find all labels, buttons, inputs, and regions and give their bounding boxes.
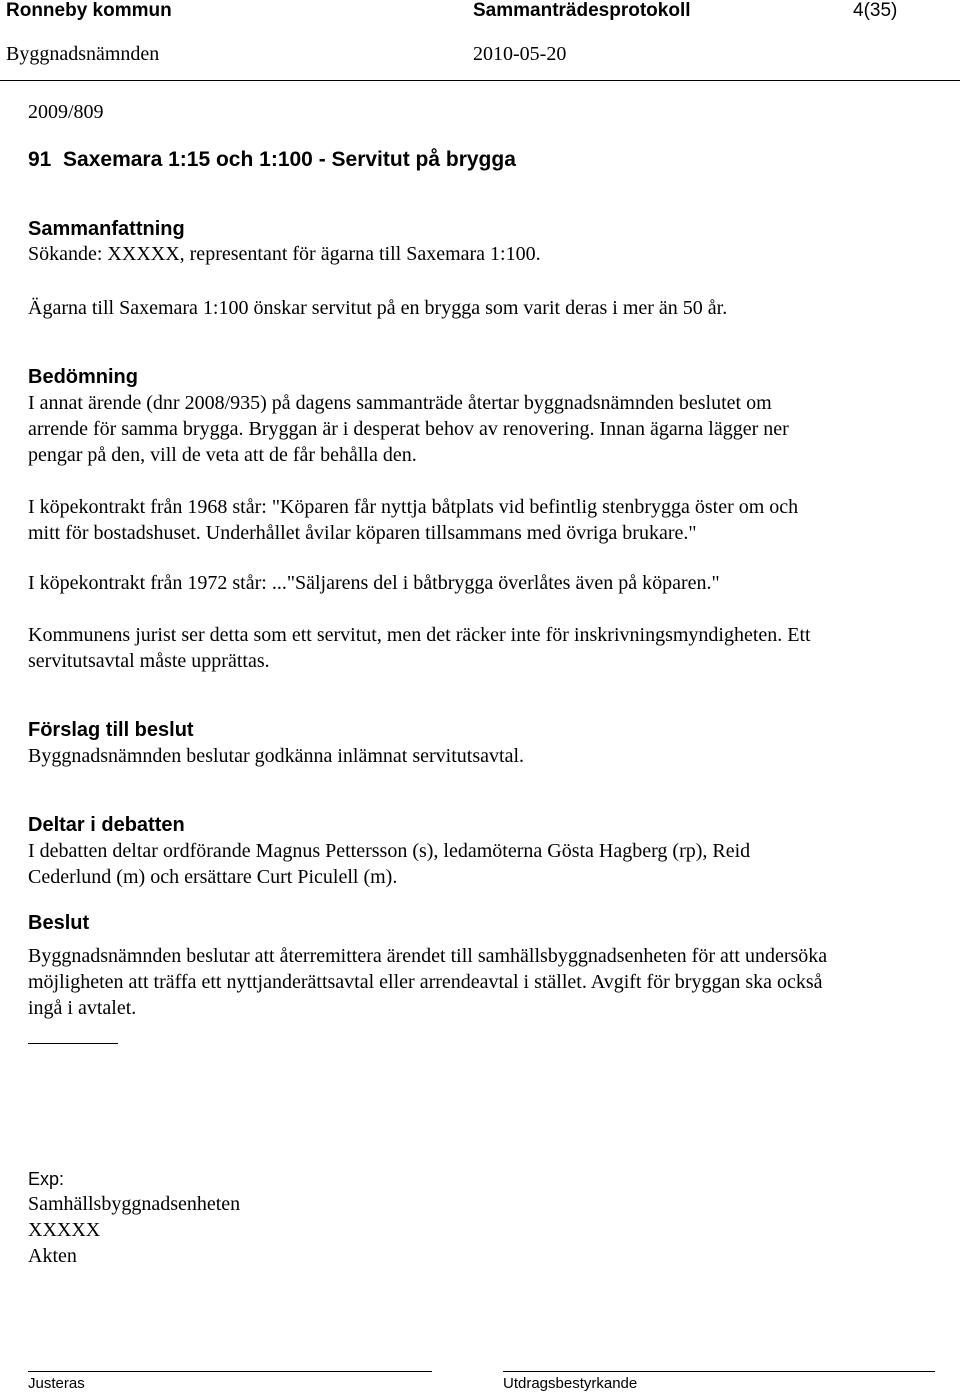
assessment-p2-line-2: mitt för bostadshuset. Underhållet åvilar köparen tillsammans med övriga brukare." xyxy=(28,522,697,544)
assessment-p1-line-1: I annat ärende (dnr 2008/935) på dagens sammanträde återtar byggnadsnämnden beslutet om xyxy=(28,392,772,414)
assessment-p3: I köpekontrakt från 1972 står: ..."Säljarens del i båtbrygga överlåtes även på köparen." xyxy=(28,572,720,594)
justeras-signature-line xyxy=(28,1371,432,1372)
distribution-recipient: Akten xyxy=(28,1245,77,1267)
footer-justeras: Justeras xyxy=(28,1375,85,1392)
decision-heading: Beslut xyxy=(28,912,90,934)
assessment-p1-line-2: arrende för samma brygga. Bryggan är i desperat behov av renovering. Innan ägarna lägger ner xyxy=(28,418,789,440)
municipality-name: Ronneby kommun xyxy=(6,0,172,21)
document-type: Sammanträdesprotokoll xyxy=(473,0,691,21)
case-number: 2009/809 xyxy=(28,101,104,123)
debate-heading: Deltar i debatten xyxy=(28,814,185,836)
decision-line-3: ingå i avtalet. xyxy=(28,997,137,1019)
assessment-heading: Bedömning xyxy=(28,366,138,388)
summary-line-2: Ägarna till Saxemara 1:100 önskar servitut på en brygga som varit deras i mer än 50 år. xyxy=(28,297,728,319)
summary-heading: Sammanfattning xyxy=(28,218,185,240)
proposal-heading: Förslag till beslut xyxy=(28,719,194,741)
debate-line-2: Cederlund (m) och ersättare Curt Piculell (m). xyxy=(28,866,398,888)
case-title-text: Saxemara 1:15 och 1:100 - Servitut på brygga xyxy=(63,148,516,171)
meeting-date: 2010-05-20 xyxy=(473,43,567,65)
distribution-label: Exp: xyxy=(28,1169,65,1189)
case-title xyxy=(28,148,516,172)
assessment-p1-line-3: pengar på den, vill de veta att de får behålla den. xyxy=(28,444,417,466)
summary-line-1: Sökande: XXXXX, representant för ägarna till Saxemara 1:100. xyxy=(28,243,541,265)
assessment-p4-line-2: servitutsavtal måste upprättas. xyxy=(28,650,270,672)
section-end-rule xyxy=(28,1043,118,1044)
paragraph-number: 91 xyxy=(28,148,52,171)
distribution-recipient: Samhällsbyggnadsenheten xyxy=(28,1193,241,1215)
assessment-p4-line-1: Kommunens jurist ser detta som ett servitut, men det räcker inte för inskrivningsmyndigheten. Ett xyxy=(28,624,811,646)
header-divider xyxy=(0,80,960,81)
decision-line-1: Byggnadsnämnden beslutar att återremittera ärendet till samhällsbyggnadsenheten för att undersöka xyxy=(28,945,828,967)
footer-utdragsbestyrkande: Utdragsbestyrkande xyxy=(503,1375,638,1392)
page-number: 4(35) xyxy=(853,0,898,21)
decision-line-2: möjligheten att träffa ett nyttjanderättsavtal eller arrendeavtal i stället. Avgift för bryggan ska också xyxy=(28,971,823,993)
distribution-recipient: XXXXX xyxy=(28,1219,101,1241)
assessment-p2-line-1: I köpekontrakt från 1968 står: "Köparen får nyttja båtplats vid befintlig stenbrygga öster om och xyxy=(28,496,799,518)
committee-name: Byggnadsnämnden xyxy=(6,43,160,65)
utdragsbestyrkande-signature-line xyxy=(503,1371,935,1372)
proposal-text: Byggnadsnämnden beslutar godkänna inlämnat servitutsavtal. xyxy=(28,745,524,767)
debate-line-1: I debatten deltar ordförande Magnus Pettersson (s), ledamöterna Gösta Hagberg (rp), Reid xyxy=(28,840,751,862)
